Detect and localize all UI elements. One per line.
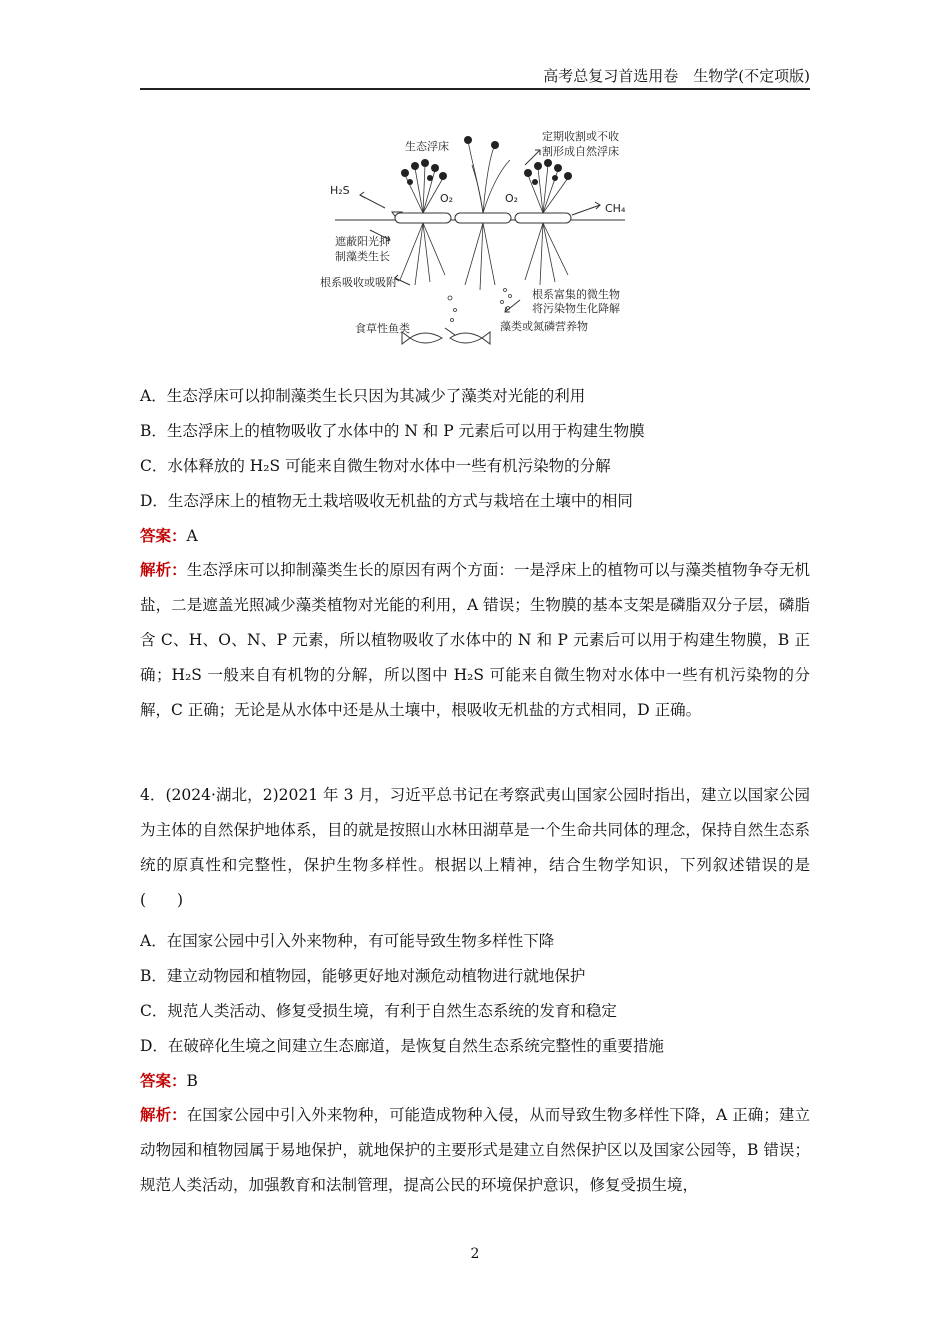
q3-answer-label: 答案：	[140, 526, 187, 545]
label-herbivore-fish: 食草性鱼类	[355, 322, 410, 335]
q4-stem: 4．(2024·湖北，2)2021 年 3 月，习近平总书记在考察武夷山国家公园时指出，建立以国家公园为主体的自然保护地体系，目的就是按照山水林田湖草是一个生命共同体的理念，保持自然生态系统的原真性和完整性，保护生物多样性。根据以上精神，结合生物学知识，下列叙述错误的是( )	[140, 786, 810, 909]
right-plant-flowers	[524, 159, 572, 185]
q4-option-c: C．规范人类活动、修复受损生境，有利于自然生态系统的发育和稳定	[140, 1002, 617, 1020]
q3-answer	[140, 526, 198, 546]
q3-analysis-text: 生态浮床可以抑制藻类生长的原因有两个方面：一是浮床上的植物可以与藻类植物争夺无机盐，二是遮盖光照减少藻类植物对光能的利用，A 错误；生物膜的基本支架是磷脂双分子层，磷脂含 C、H、O、N、P 元素，所以植物吸收了水体中的 N 和 P 元素后可以用于构建生物膜，B 正确；H₂S 一般来自有机物的分解，所以图中 H₂S 可能来自微生物对水体中一些有机污染物的分解，C 正确；无论是从水体中还是从土壤中，根吸收无机盐的方式相同，D 正确。	[140, 561, 810, 719]
floating-bed-svg	[300, 120, 650, 360]
q4-analysis-label: 解析：	[140, 1105, 187, 1124]
page-number: 2	[470, 1246, 480, 1262]
floating-bed-diagram	[300, 120, 650, 360]
q4-analysis	[140, 1097, 810, 1203]
q4-answer-label: 答案：	[140, 1071, 187, 1090]
right-plant	[525, 165, 568, 285]
label-microbe-1: 根系富集的微生物	[532, 288, 620, 301]
header-title: 高考总复习首选用卷 生物学(不定项版)	[543, 67, 810, 85]
q4-option-d: D．在破碎化生境之间建立生态廊道，是恢复自然生态系统完整性的重要措施	[140, 1037, 664, 1055]
label-floating-bed: 生态浮床	[405, 140, 449, 153]
q3-analysis	[140, 552, 810, 728]
q4-answer-value: B	[186, 1072, 198, 1090]
float-right	[515, 213, 571, 223]
q3-option-b: B．生态浮床上的植物吸收了水体中的 N 和 P 元素后可以用于构建生物膜	[140, 422, 645, 440]
q4-analysis-text: 在国家公园中引入外来物种，可能造成物种入侵，从而导致生物多样性下降，A 正确；建立动物园和植物园属于易地保护，就地保护的主要形式是建立自然保护区以及国家公园等，B 错误；规范人类活动，加强教育和法制管理，提高公民的环境保护意识，修复受损生境，	[140, 1106, 810, 1194]
q3-option-d: D．生态浮床上的植物无土栽培吸收无机盐的方式与栽培在土壤中的相同	[140, 492, 633, 510]
label-shade-2: 制藻类生长	[335, 250, 390, 263]
label-h2s: H₂S	[330, 184, 350, 197]
page-header	[140, 66, 810, 90]
q3-answer-value: A	[186, 527, 198, 545]
left-plant	[400, 165, 445, 285]
q3-analysis-label: 解析：	[140, 560, 187, 579]
bubbles	[448, 289, 512, 322]
label-microbe-2: 将污染物生化降解	[532, 302, 620, 315]
label-ch4: CH₄	[605, 202, 626, 215]
label-shade-1: 遮蔽阳光抑	[335, 235, 390, 248]
fish-group	[402, 332, 490, 344]
q4-answer	[140, 1071, 198, 1091]
float-left	[395, 213, 451, 223]
label-o2-right: O₂	[505, 192, 519, 205]
float-middle	[455, 213, 511, 223]
q3-option-a: A．生态浮床可以抑制藻类生长只因为其减少了藻类对光能的利用	[140, 387, 586, 405]
q3-option-c: C．水体释放的 H₂S 可能来自微生物对水体中一些有机污染物的分解	[140, 457, 611, 475]
fish-right-tail	[482, 332, 490, 344]
label-root-absorb: 根系吸收或吸附	[320, 276, 397, 289]
label-harvest-2: 割形成自然浮床	[542, 145, 619, 158]
label-harvest-1: 定期收割或不收	[542, 130, 619, 143]
q4-option-a: A．在国家公园中引入外来物种，有可能导致生物多样性下降	[140, 932, 555, 950]
label-algae-nutrients: 藻类或氮磷营养物	[500, 320, 588, 333]
label-o2-left: O₂	[440, 192, 454, 205]
fish-left	[410, 333, 442, 343]
q4-option-b: B．建立动物园和植物园，能够更好地对濒危动植物进行就地保护	[140, 967, 586, 985]
